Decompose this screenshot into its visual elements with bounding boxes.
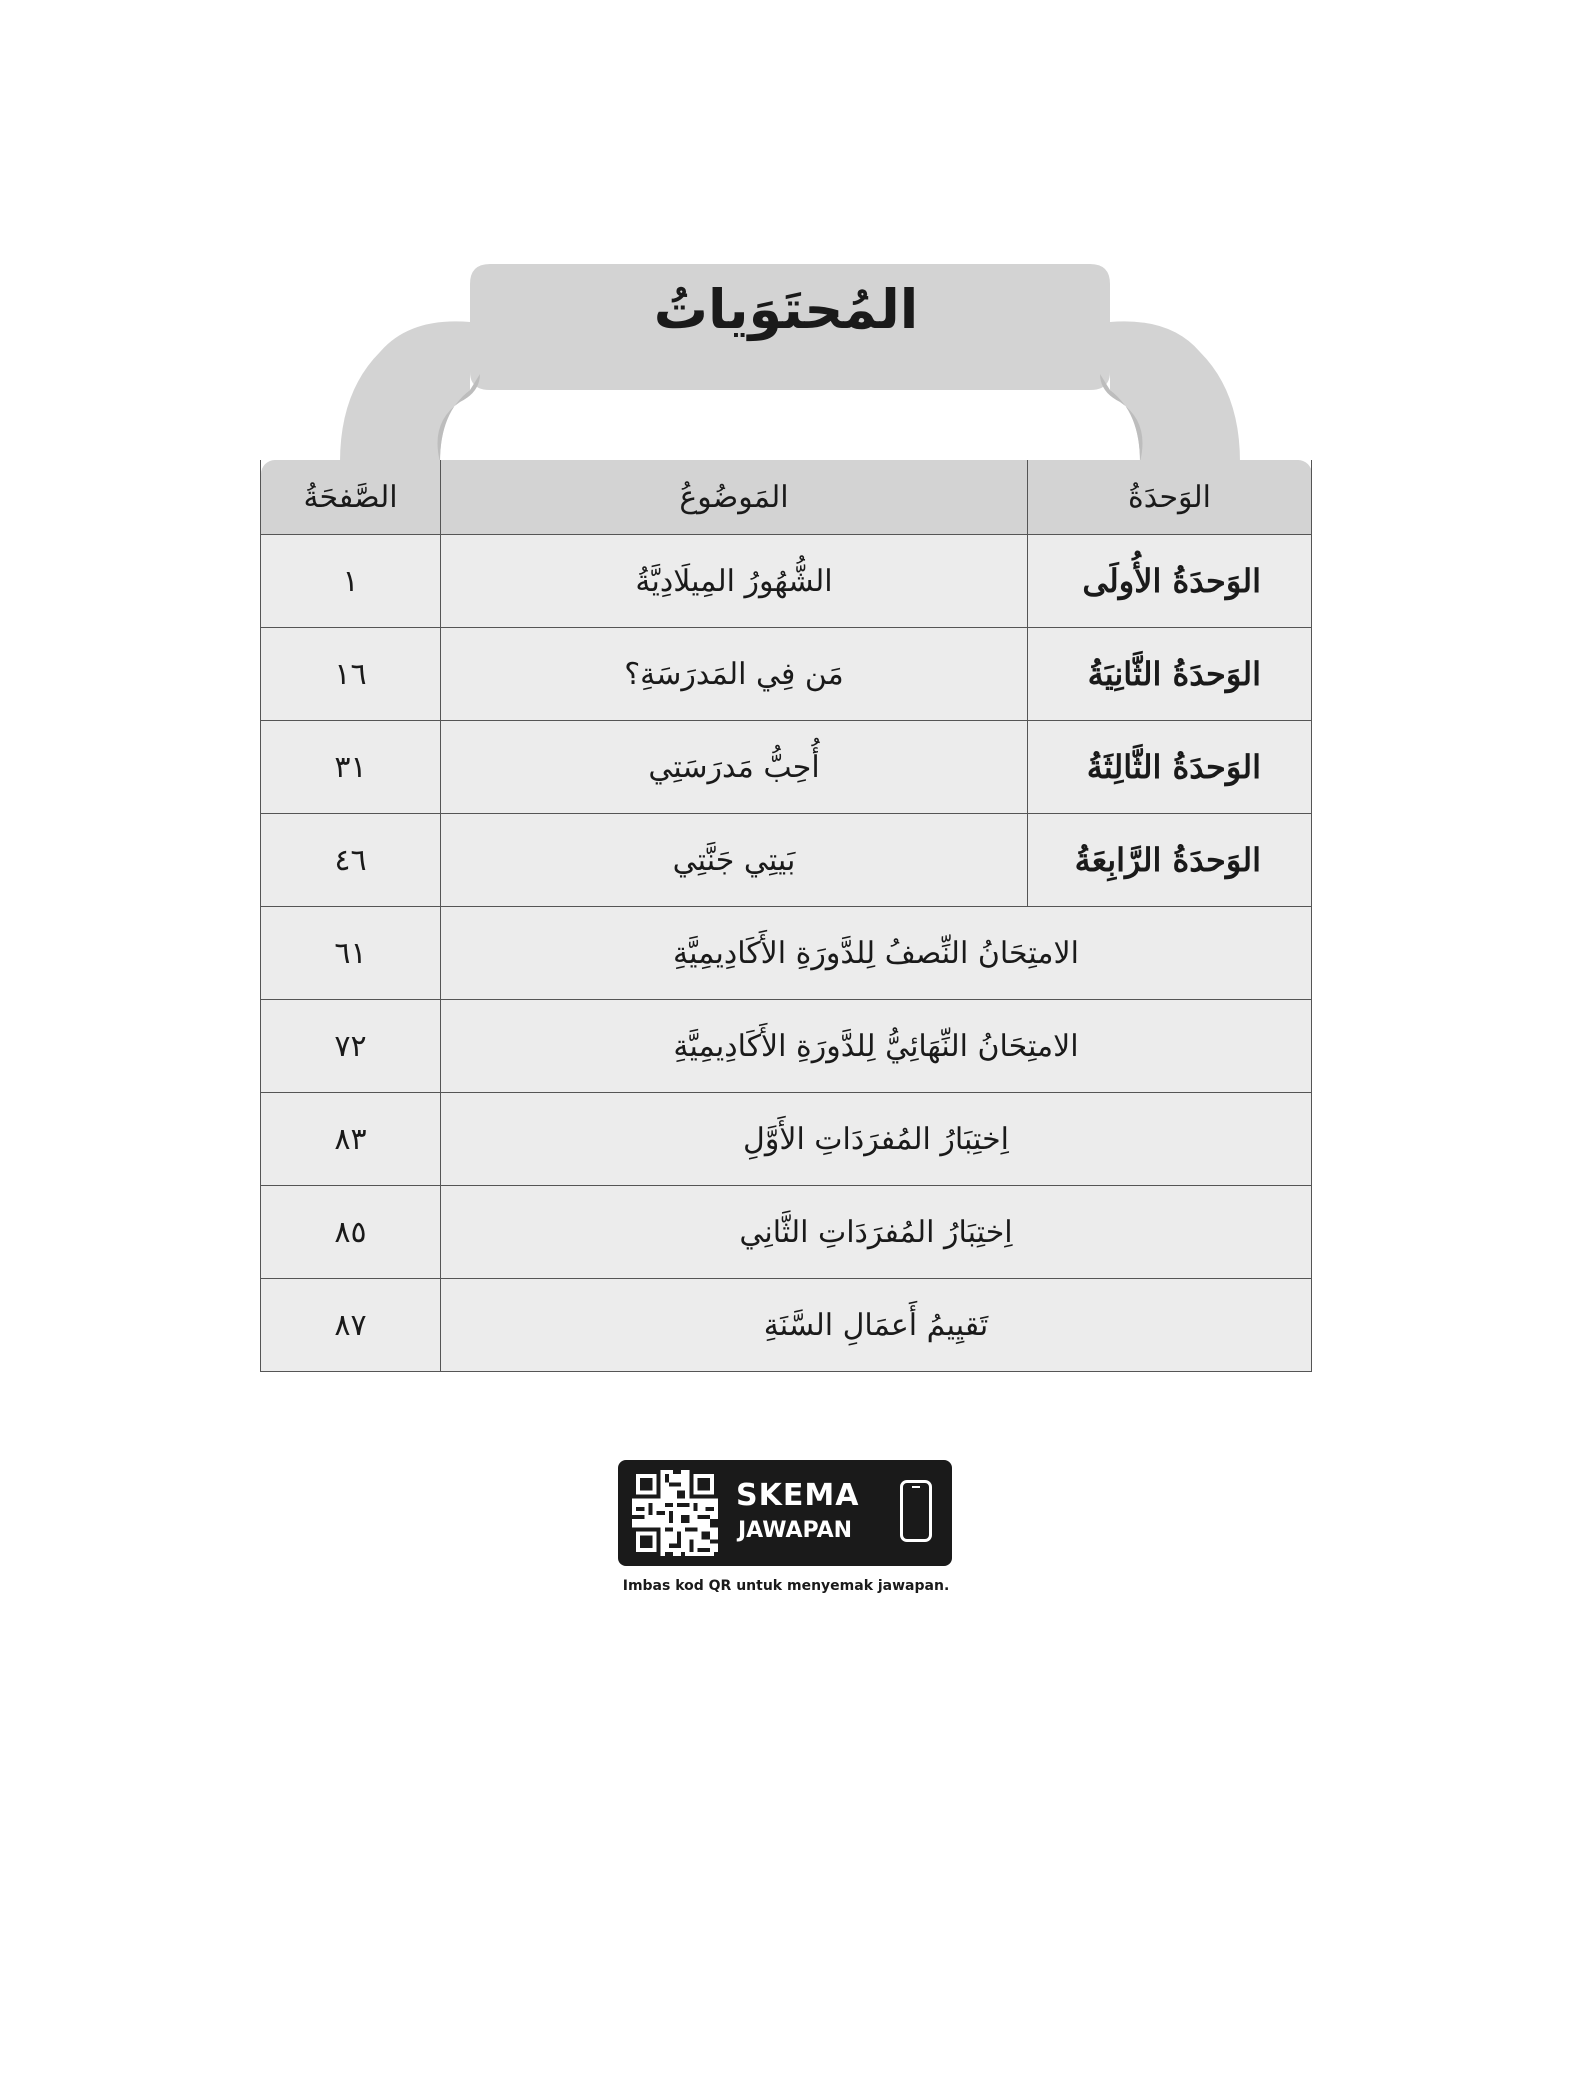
- qr-caption: Imbas kod QR untuk menyemak jawapan.: [622, 1578, 950, 1594]
- section-topic: اِختِبَارُ المُفرَدَاتِ الثَّانِي: [441, 1186, 1312, 1279]
- section-topic: اِختِبَارُ المُفرَدَاتِ الأَوَّلِ: [441, 1093, 1312, 1186]
- table-row: [261, 814, 1312, 907]
- table-row: [261, 1279, 1312, 1372]
- table-row: [261, 907, 1312, 1000]
- badge-title: SKEMA: [736, 1478, 860, 1513]
- unit-topic: الشُّهُورُ المِيلَادِيَّةُ: [441, 535, 1028, 628]
- table-row: [261, 628, 1312, 721]
- page-number: ٦١: [261, 907, 441, 1000]
- unit-topic: أُحِبُّ مَدرَسَتِي: [441, 721, 1028, 814]
- table-row: [261, 1093, 1312, 1186]
- page-number: ٤٦: [261, 814, 441, 907]
- contents-table: [260, 460, 1312, 1372]
- page-number: ٨٥: [261, 1186, 441, 1279]
- section-topic: تَقيِيمُ أَعمَالِ السَّنَةِ: [441, 1279, 1312, 1372]
- table-header-row: [261, 460, 1312, 535]
- section-topic: الامتِحَانُ النِّصفُ لِلدَّورَةِ الأَكَادِيمِيَّةِ: [441, 907, 1312, 1000]
- page-number: ٨٣: [261, 1093, 441, 1186]
- header-topic: المَوضُوعُ: [441, 460, 1028, 535]
- page-number: ٧٢: [261, 1000, 441, 1093]
- page-number: ١: [261, 535, 441, 628]
- table-row: [261, 1186, 1312, 1279]
- section-topic: الامتِحَانُ النِّهَائِيُّ لِلدَّورَةِ الأَكَادِيمِيَّةِ: [441, 1000, 1312, 1093]
- answer-scheme-badge[interactable]: [618, 1460, 952, 1566]
- table-row: [261, 1000, 1312, 1093]
- phone-icon: [900, 1480, 932, 1542]
- page-number: ١٦: [261, 628, 441, 721]
- badge-subtitle: JAWAPAN: [738, 1518, 853, 1543]
- header-unit: الوَحدَةُ: [1028, 460, 1312, 535]
- page-number: ٣١: [261, 721, 441, 814]
- unit-name: الوَحدَةُ الأُولَى: [1028, 535, 1312, 628]
- table-row: [261, 535, 1312, 628]
- page-number: ٨٧: [261, 1279, 441, 1372]
- unit-name: الوَحدَةُ الثَّانِيَةُ: [1028, 628, 1312, 721]
- qr-code-icon[interactable]: [632, 1470, 718, 1556]
- page-title: المُحتَوَياتُ: [653, 278, 919, 341]
- unit-name: الوَحدَةُ الرَّابِعَةُ: [1028, 814, 1312, 907]
- unit-name: الوَحدَةُ الثَّالِثَةُ: [1028, 721, 1312, 814]
- header-page: الصَّفحَةُ: [261, 460, 441, 535]
- table-row: [261, 721, 1312, 814]
- unit-topic: بَيتِي جَنَّتِي: [441, 814, 1028, 907]
- unit-topic: مَن فِي المَدرَسَةِ؟: [441, 628, 1028, 721]
